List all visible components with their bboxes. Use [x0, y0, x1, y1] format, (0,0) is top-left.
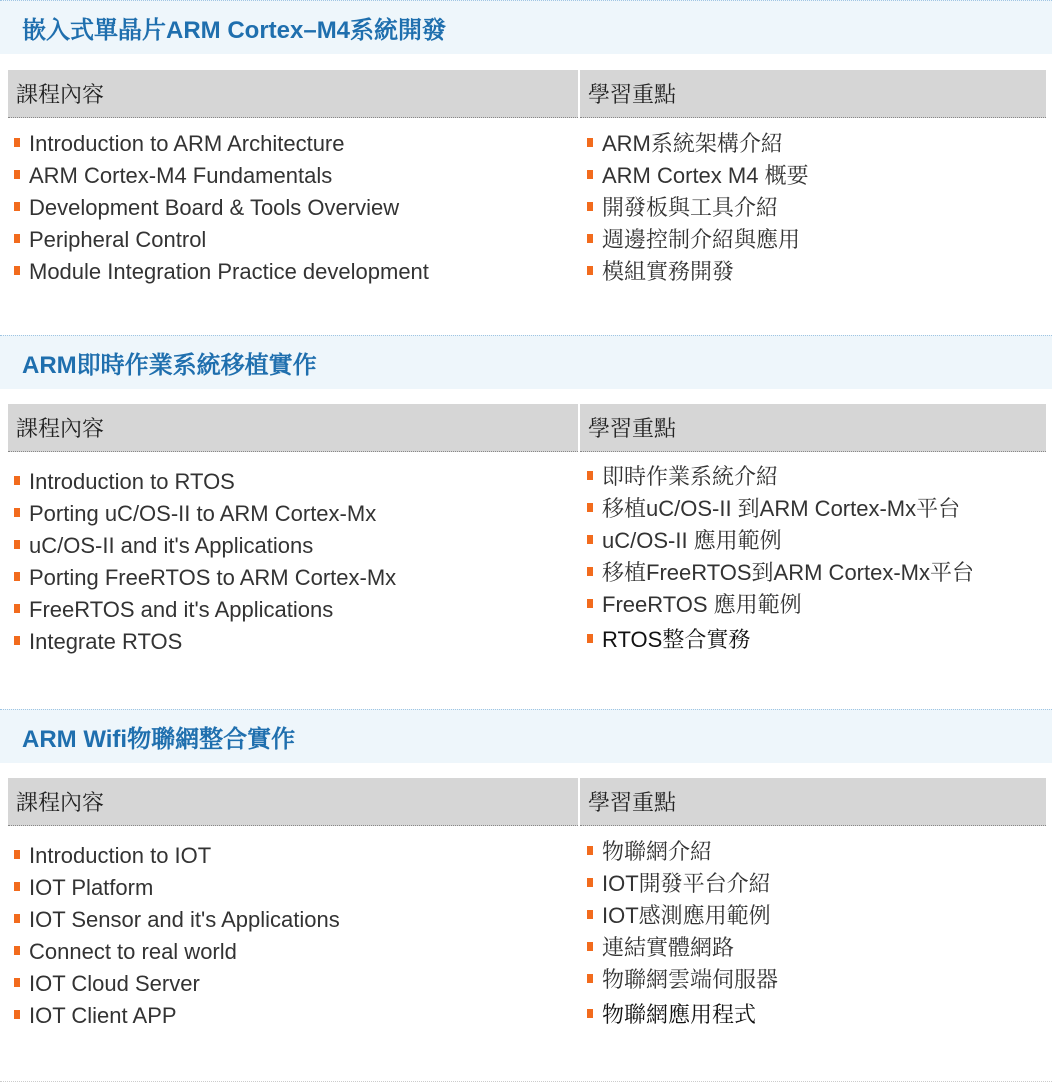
list-item: 物聯網應用程式 [587, 999, 778, 1031]
list-item: IOT Cloud Server [14, 968, 340, 1000]
list-item: 物聯網雲端伺服器 [587, 964, 778, 996]
section-title: ARM Wifi物聯網整合實作 [22, 726, 296, 753]
column-header-course-content: 課程內容 [8, 778, 578, 826]
divider [0, 1081, 1052, 1082]
section-title: ARM即時作業系統移植實作 [22, 352, 317, 379]
column-header-learning-focus: 學習重點 [580, 70, 1046, 118]
course-content-list [14, 466, 396, 658]
course-content-list [14, 840, 340, 1032]
course-section-1 [0, 0, 1052, 284]
list-item: IOT Platform [14, 872, 340, 904]
list-item: IOT Sensor and it's Applications [14, 904, 340, 936]
list-item: Introduction to RTOS [14, 466, 396, 498]
list-item: Introduction to ARM Architecture [14, 128, 429, 160]
table-header-row [8, 404, 1046, 452]
list-item: IOT感測應用範例 [587, 900, 778, 932]
course-section-2 [0, 335, 1052, 654]
table-header-row [8, 70, 1046, 118]
course-content-list [14, 128, 429, 288]
list-item: Development Board & Tools Overview [14, 192, 429, 224]
list-item: Introduction to IOT [14, 840, 340, 872]
column-header-course-content: 課程內容 [8, 70, 578, 118]
list-item: 週邊控制介紹與應用 [587, 224, 809, 256]
list-item: ARM Cortex-M4 Fundamentals [14, 160, 429, 192]
list-item: ARM Cortex M4 概要 [587, 160, 809, 192]
list-item: Porting uC/OS-II to ARM Cortex-Mx [14, 498, 396, 530]
section-header [0, 709, 1052, 763]
list-item: Porting FreeRTOS to ARM Cortex-Mx [14, 562, 396, 594]
course-section-3 [0, 709, 1052, 1028]
list-item: uC/OS-II 應用範例 [587, 525, 974, 557]
list-item: 模組實務開發 [587, 256, 809, 288]
list-item: 物聯網介紹 [587, 836, 778, 868]
list-item: RTOS整合實務 [587, 624, 974, 656]
learning-focus-list [587, 461, 974, 656]
list-item: FreeRTOS and it's Applications [14, 594, 396, 626]
list-item: 即時作業系統介紹 [587, 461, 974, 493]
column-header-learning-focus: 學習重點 [580, 404, 1046, 452]
list-item: Integrate RTOS [14, 626, 396, 658]
learning-focus-list [587, 128, 809, 288]
learning-focus-list [587, 836, 778, 1031]
column-header-course-content: 課程內容 [8, 404, 578, 452]
list-item: 連結實體網路 [587, 932, 778, 964]
list-item: IOT Client APP [14, 1000, 340, 1032]
column-header-learning-focus: 學習重點 [580, 778, 1046, 826]
table-header-row [8, 778, 1046, 826]
list-item: IOT開發平台介紹 [587, 868, 778, 900]
list-item: Module Integration Practice development [14, 256, 429, 288]
list-item: 移植uC/OS-II 到ARM Cortex-Mx平台 [587, 493, 974, 525]
list-item: FreeRTOS 應用範例 [587, 589, 974, 621]
list-item: 移植FreeRTOS到ARM Cortex-Mx平台 [587, 557, 974, 589]
list-item: uC/OS-II and it's Applications [14, 530, 396, 562]
section-header [0, 335, 1052, 389]
list-item: Peripheral Control [14, 224, 429, 256]
section-header [0, 0, 1052, 54]
list-item: Connect to real world [14, 936, 340, 968]
section-title: 嵌入式單晶片ARM Cortex–M4系統開發 [22, 17, 447, 44]
list-item: ARM系統架構介紹 [587, 128, 809, 160]
list-item: 開發板與工具介紹 [587, 192, 809, 224]
